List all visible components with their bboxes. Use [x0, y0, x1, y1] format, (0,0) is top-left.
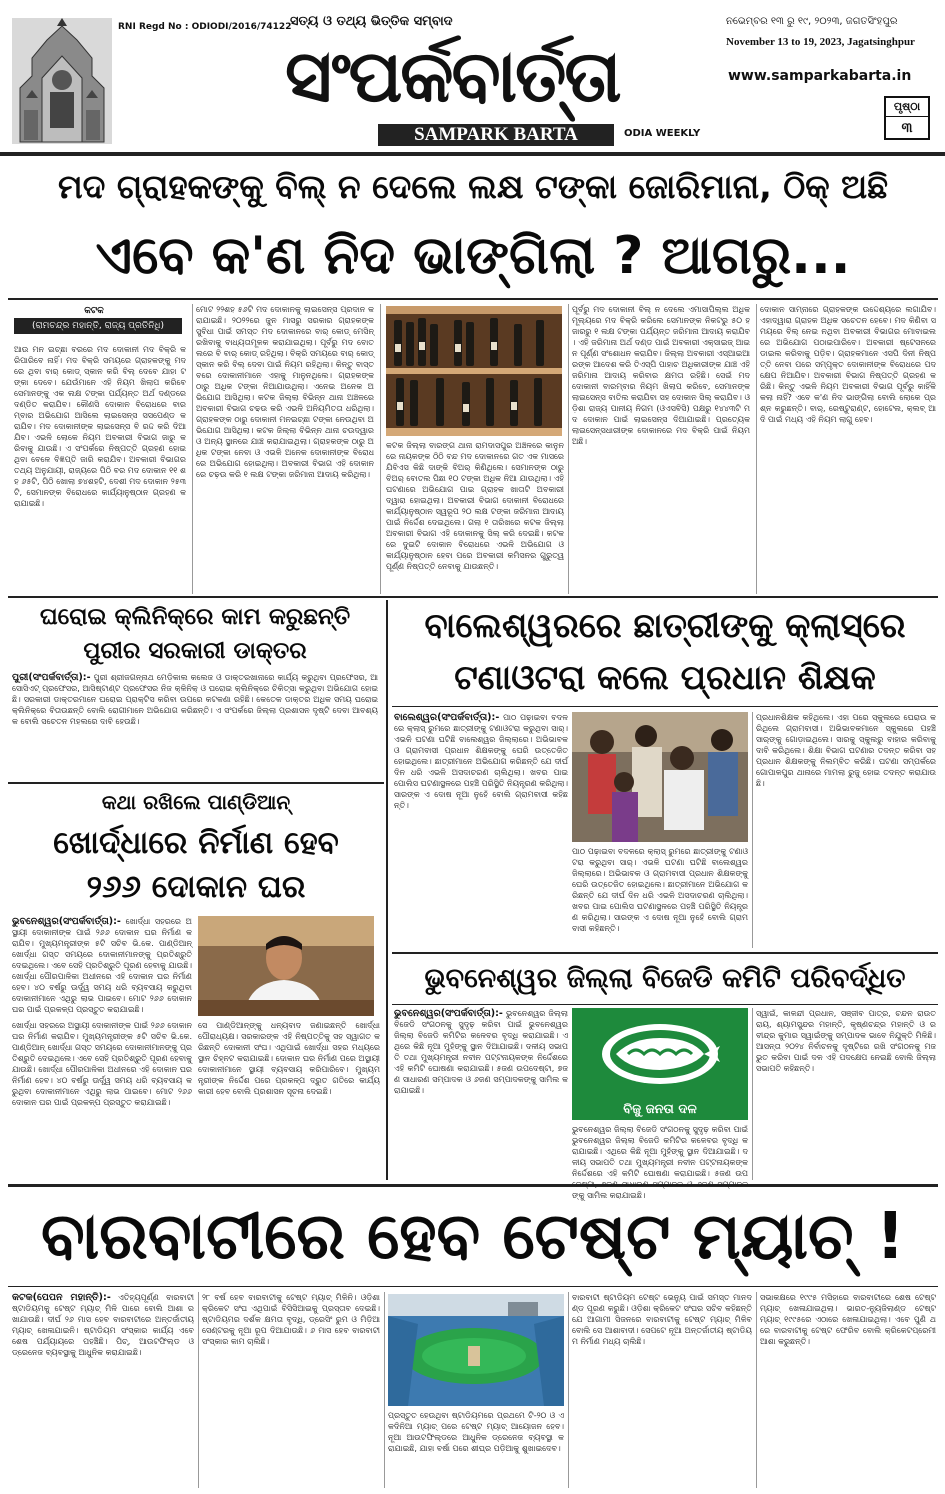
bjd-left-block — [394, 1008, 568, 1180]
lead-headline: ଏବେ କ'ଣ ନିଦ ଭାଙ୍ଗିଲା ? ଆଗରୁ... — [95, 226, 851, 286]
page-number-box — [884, 96, 930, 140]
wine-shelf-photo — [386, 306, 562, 436]
weekly-label: ODIA WEEKLY — [624, 128, 701, 139]
masthead-title: ସଂପର୍କବାର୍ତ୍ତା — [285, 33, 620, 118]
website[interactable]: www.samparkabarta.in — [728, 68, 912, 84]
clinic-headline-2: ପୁରୀର ସରକାରୀ ଡାକ୍ତର — [83, 638, 307, 664]
khordha-left-block — [12, 916, 192, 1018]
masthead-rule — [0, 152, 945, 156]
balasore-headline-1: ବାଲେଶ୍ୱରରେ ଛାତ୍ରୀଙ୍କୁ କ୍ଲାସ୍‌ରେ — [424, 606, 906, 646]
stadium-photo — [388, 1294, 564, 1406]
bjd-dateline: ଭୁବନେଶ୍ୱର(ସଂପର୍କବାର୍ତ୍ତା):- — [394, 1008, 503, 1019]
lead-col3: କଟକ ଜିଲ୍ଲା ବାରଙ୍ଗ ଥାନା ରାମଦାସପୁର ଅଞ୍ଚଳରେ କାନୁନରେ ନାୟକଙ୍କ ଠିଠି ବନ୍ଦ ମଦ ଦୋକାନରେ ଗତ ଏକ ମାସରେ ଯିବିଏସ କିଛି ଦାଙ୍କି ବିଅର୍ କିଣିଥିଲେ। ସେମାନଙ୍କ ଠାରୁ ବିଅର୍ ବୋତଲ ପିଛା ୧୦ ଟଙ୍କା ଅଧିକ ନିଆ ଯାଉଥିଲା। ଏହି ଘଟଣାରେ ଅଭିଯୋଗ ପାଇ ଗ୍ରାହକ ଖାତାଟି ଅବକାରୀ ଦ୍ୱାରା ହୋଇଥିଲା। ଅବକାରୀ ବିଭାଗ ଦୋକାନୀ ବିରୋଧରେ କାର୍ଯ୍ୟାନୁଷ୍ଠାନ ସ୍ୱରୂପ ୨୦ ଲକ୍ଷ ଟଙ୍କା ଜରିମାନା ଆଦାୟ ପାଇଁ ନିର୍ଦ୍ଦେଶ ଦେଇଥିଲେ। ଗଲା ୧ ତାରିଖରେ କଟକ ଜିଲ୍ଲା ଅବକାରୀ ବିଭାଗ ଏହି ଦୋକାନକୁ ସିଲ୍ କରି ଦେଇଛି। କଟକରେ ଦୁଇଟି ଦୋକାନ ବିରୋଧରେ ଏଭଳି ଅଭିଯୋଗ ଓ କାର୍ଯ୍ୟାନୁଷ୍ଠାନ ହେବା ପରେ ଅବକାରୀ କମିସନର ଗୁରୁତ୍ୱପୂର୍ଣ୍ଣ ନିଷ୍ପତ୍ତି ନେବାକୁ ଯାଉଛନ୍ତି। — [386, 441, 564, 571]
lead-rule — [8, 298, 938, 300]
date-odia: ନଭେମ୍ବର ୧୩ ରୁ ୧୯, ୨୦୨୩, ଜଗତସିଂହପୁର — [726, 16, 898, 27]
balasore-headline-2: ଟଣାଓଟରା କଲେ ପ୍ରଧାନ ଶିକ୍ଷକ — [454, 658, 876, 698]
khordha-body-right: ସେ ପାଣ୍ଡିଆନ୍‌ଙ୍କୁ ଧନ୍ୟବାଦ ଜଣାଇଛନ୍ତି ଖୋର୍ଦ୍ଧା ପୌରାଧ୍ୟକ୍ଷ। ସରକାରଙ୍କ ଏହି ନିଷ୍ପତ୍ତିକୁ ସହ ସ୍ୱାଗତ କରିଛନ୍ତି ଦୋକାନୀ ସଂଘ। ଏଥିପାଇଁ ଖୋର୍ଦ୍ଧା ସହର ମଧ୍ୟରେ ସ୍ଥାନ ଚିହ୍ନଟ କରାଯାଇଛି। ଦୋକାନ ଘର ନିର୍ମାଣ ପରେ ଅସ୍ଥାୟୀ ଦୋକାନୀମାନେ ସ୍ଥାୟୀ ବ୍ୟବସାୟ କରିପାରିବେ। ମୁଖ୍ୟମନ୍ତ୍ରୀଙ୍କ ନିର୍ଦ୍ଦେଶ ପରେ ପ୍ରକଳ୍ପ ଦ୍ରୁତ ଗତିରେ କାର୍ଯ୍ୟକାରୀ ହେବ ବୋଲି ପ୍ରଶାସନ ସୂଚନା ଦେଇଛି। — [198, 1021, 380, 1096]
page-label: ପୃଷ୍ଠା — [886, 98, 928, 117]
clinic-body-block — [12, 672, 378, 778]
balasore-left-block — [394, 712, 568, 948]
masthead — [0, 0, 945, 152]
bjd-body-left: ଭୁବନେଶ୍ୱର ଜିଲ୍ଲା ବିଜେଡି ସଂଗଠନକୁ ସୁଦୃଢ଼ କରିବା ପାଇଁ ଭୁବନେଶ୍ୱର ଜିଲ୍ଲା ବିଜେଡି କମିଟିର କଳେବର ବୃଦ୍ଧି କରାଯାଇଛି। ଏଥିରେ କିଛି ନୂଆ ମୁହଁଙ୍କୁ ସ୍ଥାନ ଦିଆଯାଇଛି। ଦଳୀୟ ସଭାପତି ତଥା ମୁଖ୍ୟମନ୍ତ୍ରୀ ନବୀନ ପଟ୍ଟନାୟକଙ୍କ ନିର୍ଦ୍ଦେଶରେ ଏହି କମିଟି ଘୋଷଣା କରାଯାଇଛି। ୫ଜଣ ଉପଦେଷ୍ଟା, ୭ଜଣ ସାଧାରଣ ସମ୍ପାଦକ ଓ ୬ଜଣ ସମ୍ପାଦକଙ୍କୁ ସାମିଲ କରାଯାଇଛି। — [394, 1009, 569, 1095]
tagline: ସତ୍ୟ ଓ ତଥ୍ୟ ଭିତ୍ତିକ ସମ୍ବାଦ — [290, 14, 453, 29]
khordha-dateline: ଭୁବନେଶ୍ୱର(ସଂପର୍କବାର୍ତ୍ତା):- — [12, 916, 121, 927]
lead-byline: (ରାମଚନ୍ଦ୍ର ମହାନ୍ତି, ରାଜ୍ୟ ପ୍ରତିନିଧି) — [14, 318, 182, 334]
khordha-headline-1: ଖୋର୍ଦ୍ଧାରେ ନିର୍ମାଣ ହେବ — [53, 825, 339, 861]
lead-col4: ପୂର୍ବରୁ ମଦ ଦୋକାନୀ ବିଲ୍ ନ ଦେଲେ ଏମାସାପିଲ୍ଲ ଅଧିକ ମୂଲ୍ୟରେ ମଦ ବିକ୍ରି କରିଲେ ସେମାନଙ୍କ ନିକଟରୁ ୫୦ ହଜାରରୁ ୧ ଲକ୍ଷ ଟଙ୍କା ପର୍ଯ୍ୟନ୍ତ ଜରିମାନା ଆଦାୟ କରାଯିବ। ଏହି ଜରିମାନା ଅର୍ଥ ଦଣ୍ଡ ପାଇଁ ଅବକାରୀ ଏକ୍ସାଇଜ୍ ଆଇନ ପୂର୍ଣ୍ଣ ସଂଶୋଧନ କରାଯିବ। ଜିଲ୍ଲା ଅବକାରୀ ଏସ୍‌ଆଇଆରଙ୍କ ଆଦେଶ କରି ତିଏସ୍‌ପି ପାହାଚ ଅଧିକାରୀଙ୍କ ଯାଞ୍ଚ ଏହି ଜରିମାନା ଆଦାୟ କରିବାର କ୍ଷମତା ରହିଛି। ସେଇଁ ମଦ ଦୋକାନୀ ବାରମ୍ବାର ନିୟମ ଖିଲାପ କରିବେ, ସେମାନଙ୍କ ଲାଇସେନ୍ସ ବାତିଲ କରାଯିବା ସହ ଦୋକାନ ସିଲ୍ କରାଯିବ। ଓଡ଼ିଶା ରାଜ୍ୟ ପାନୀୟ ନିଗମ (ଓଏସବିସି) ପକ୍ଷରୁ ୧୪୪୩ଟି ମଦ ଦୋକାନ ପାଇଁ ଲାଇସେନ୍ସ ଦିଆଯାଇଛି। ପ୍ରତ୍ୟେକ ଲାଇସେନ୍ସଧାରୀଙ୍କ ଦୋକାନରେ ମଦ ବିକ୍ରି ପାଇଁ ନିୟମ ଅଛି। — [572, 305, 750, 446]
bjd-logo — [572, 1008, 748, 1120]
protest-photo — [572, 712, 748, 842]
conch-icon — [572, 1008, 748, 1096]
page-number: ୩ — [901, 120, 913, 136]
bjd-body-mid: ଭୁବନେଶ୍ୱର ଜିଲ୍ଲା ବିଜେଡି ସଂଗଠନକୁ ସୁଦୃଢ଼ କରିବା ପାଇଁ ଭୁବନେଶ୍ୱର ଜିଲ୍ଲା ବିଜେଡି କମିଟିର କଳେବର ବୃଦ୍ଧି କରାଯାଇଛି। ଏଥିରେ କିଛି ନୂଆ ମୁହଁଙ୍କୁ ସ୍ଥାନ ଦିଆଯାଇଛି। ଦଳୀୟ ସଭାପତି ତଥା ମୁଖ୍ୟମନ୍ତ୍ରୀ ନବୀନ ପଟ୍ଟନାୟକଙ୍କ ନିର୍ଦ୍ଦେଶରେ ଏହି କମିଟି ଘୋଷଣା କରାଯାଇଛି। ୫ଜଣ ଉପ ଙ୍କୁ ସାମିଲ କରାଯାଇଛି। — [572, 1125, 748, 1200]
cricket-col2: ୨୮ ବର୍ଷ ହେବ ବାରବାଟୀକୁ ଟେଷ୍ଟ ମ୍ୟାଚ୍ ମିଳିନି। ଓଡ଼ିଶା କ୍ରିକେଟ ସଂଘ ଏଥିପାଇଁ ବିସିସିଆଇକୁ ପ୍ରସ୍ତାବ ଦେଇଛି। ଷ୍ଟାଡିୟମର ଦର୍ଶକ କ୍ଷମତା ବୃଦ୍ଧି, ଡ୍ରେସିଂ ରୁମ ଓ ମିଡ଼ିଆ ସେଣ୍ଟରକୁ ନୂଆ ରୂପ ଦିଆଯାଉଛି। ୬ ମାସ ହେବ ବାରବାଟୀ ସଂସ୍କାର କାମ ଚାଲିଛି। — [202, 1293, 380, 1346]
cricket-dateline: କଟକ(ପେପନ ମହାନ୍ତି):- — [12, 1292, 111, 1303]
cricket-headline: ବାରବାଟୀରେ ହେବ ଟେଷ୍ଟ ମ୍ୟାଚ୍ ! — [41, 1200, 905, 1274]
khordha-kicker: କଥା ରଖିଲେ ପାଣ୍ଡିଆନ୍ — [101, 790, 291, 814]
bjd-logo-caption: ବିଜୁ ଜନତା ଦଳ — [623, 1102, 697, 1117]
cricket-col3: ପ୍ରସ୍ତୁତ ହେଉଥିବା ଷ୍ଟାଡିୟମରେ ପ୍ରଥମେ ଟି-୨୦ ଓ ଏକଦିନିଆ ମ୍ୟାଚ୍ ପରେ ଟେଷ୍ଟ ମ୍ୟାଚ୍ ଆୟୋଜନ ହେବ। ନୂଆ ଆଉଟଫିଲ୍ଡରେ ଆଧୁନିକ ଡ୍ରେନେଜ ବ୍ୟବସ୍ଥା କରାଯାଇଛି, ଯାହା ବର୍ଷା ପରେ ଶୀଘ୍ର ପଡ଼ିଆକୁ ଶୁଖାଇଦେବ। — [388, 1411, 564, 1453]
balasore-dateline: ବାଲେଶ୍ୱର(ସଂପର୍କବାର୍ତ୍ତା):- — [394, 712, 500, 723]
khordha-body-left: ଖୋର୍ଦ୍ଧା ସହରରେ ଅସ୍ଥାୟୀ ଦୋକାନୀଙ୍କ ପାଇଁ ୨୬୬ ଦୋକାନ ଘର ନିର୍ମାଣ କରାଯିବ। ମୁଖ୍ୟମନ୍ତ୍ରୀଙ୍କ ୫ଟି ସଚିବ ଭି.କେ. ପାଣ୍ଡିଆନ୍ ଖୋର୍ଦ୍ଧା ଗସ୍ତ ସମୟରେ ଦୋକାନୀମାନଙ୍କୁ ପ୍ରତିଶ୍ରୁତି ଦେଇଥିଲେ। ଏବେ ସେହି ପ୍ରତିଶ୍ରୁତି ପୂରଣ ହେବାକୁ ଯାଉଛି। ଖୋର୍ଦ୍ଧା ପୌରପାଳିକା ଅଧୀନରେ ଏହି ଦୋକାନ ଘର ନିର୍ମାଣ ହେବ। ୪୦ ବର୍ଷରୁ ଊର୍ଦ୍ଧ୍ୱ ସମୟ ଧରି ବ୍ୟବସାୟ କରୁଥିବା ଦୋକାନୀମାନେ ଏଥିରୁ ଲାଭ ପାଇବେ। ମୋଟ ୨୬୬ ଦୋକାନ ଘର ପାଇଁ ପ୍ରକଳ୍ପ ପ୍ରସ୍ତୁତ କରାଯାଇଛି। — [12, 917, 193, 1014]
lead-bottom-rule — [8, 596, 938, 598]
lead-col1: ଆଉ ମନ ଇଚ୍ଛା ବରରେ ମଦ ଦୋକାନୀ ମଦ ବିକ୍ରି କରିପାରିବେ ନାହିଁ। ମଦ ବିକ୍ରି ସମୟରେ ଗ୍ରାହକଙ୍କୁ ମଦରେ ଥିବା ବାର୍ କୋଡ୍ ସ୍କାନ କରି ବିଲ୍ ଦେବେ ଯାହା ଟଙ୍କା ଦେବେ। ଯେଉଁମାନେ ଏହି ନିୟମ ଖିଲାପ କରିବେ ସେମାନଙ୍କୁ ଏକ ଲକ୍ଷ ଟଙ୍କା ପର୍ଯ୍ୟନ୍ତ ଅର୍ଥ ଦଣ୍ଡରେ ଦଣ୍ଡିତ କରାଯିବ। କୌଣସି ଦୋକାନ ବିରୋଧରେ ବାରମ୍ବାର ଅଭିଯୋଗ ଆସିଲେ ଲାଇସେନ୍ସ ସସପେଣ୍ଡ କରାଯିବ। ମଦ ଦୋକାନୀଙ୍କ ଲାଇସେନ୍ସ ବି ରଦ୍ଦ କରି ଦିଆଯିବ। ଏଭଳି ଲୋକେ ନିୟମ ଅବକାରୀ ବିଭାଗ ଜାରୁ କରିବାକୁ ଯାଉଛି। ଏ ସଂପର୍କରେ ନିଷ୍ପତ୍ତି ଗ୍ରହଣ ହୋଇଥିବା ବେଳେ ବିଜ୍ଞପ୍ତି ଜାରି କରାଯିବ। ଅବକାରୀ ବିଭାଗର ତଥ୍ୟ ଅନୁଯାୟୀ, ରାଜ୍ୟରେ ପିଠି ବର ମଦ ଦୋକାନ ୧୧ ଶହ ୬୫ଟି, ପିଠି ଖୋଲା ୭୪ଶହଟି, ଦେଶୀ ମଦ ଦୋକାନ ୨୫୩ଟି, ସେମାନଙ୍କ ବିରୋଧରେ କାର୍ଯ୍ୟାନୁଷ୍ଠାନ ଗ୍ରହଣ କରାଯାଇଛି। — [14, 345, 186, 508]
balasore-body-right: ପ୍ରଧାନଶିକ୍ଷକ କହିଥିଲେ। ଏହା ପରେ ସ୍କୁଲରେ ଘେରାଉ କରିଥିଲେ ଗ୍ରାମବାସୀ। ଅଭିଭାବକମାନେ ସ୍କୁଲରେ ପହଞ୍ଚି ସାର୍‌ଙ୍କୁ ଗୋଡ଼ାଇଥିଲେ। ସାରକୁ ସ୍କୁଲରୁ ବାହାର କରିବାକୁ ଦାବି କରିଥିଲେ। ଶିକ୍ଷା ବିଭାଗ ଘଟଣାର ତଦନ୍ତ କରିବା ସହ ପ୍ରଧାନ ଶିକ୍ଷକଙ୍କୁ ନିଲମ୍ବିତ କରିଛି। ଘଟଣା ସମ୍ପର୍କରେ ଗୋପାଳପୁର ଥାନାରେ ମାମଲା ରୁଜୁ ହୋଇ ତଦନ୍ତ କରାଯାଉଛି। — [756, 713, 936, 788]
cricket-col5: ସଭାକକ୍ଷରେ ୧୯୯୫ ମସିହାରେ ବାରବାଟୀରେ ଶେଷ ଟେଷ୍ଟ ମ୍ୟାଚ୍ ଖେଳାଯାଇଥିଲା। ଭାରତ-ନ୍ୟୁଜିଲାଣ୍ଡ ଟେଷ୍ଟ ମ୍ୟାଚ୍ ୧୯୯୫ରେ ଏଠାରେ ଖେଳାଯାଇଥିଲା। ଏବେ ପୁଣି ଥରେ ବାରବାଟୀକୁ ଟେଷ୍ଟ ଫେରିବ ବୋଲି କ୍ରିକେଟପ୍ରେମୀ ଆଶା କରୁଛନ୍ତି। — [760, 1293, 936, 1346]
lead-col2: ମୋଟ ୨୨ଶହ ୫୬ଟି ମଦ ଦୋକାନକୁ ଲାଇସେନ୍ସ ପ୍ରଦାନ କରାଯାଇଛି। ୨୦୨୨ରେ ଜୁନ ମାସରୁ ସରକାର ଗ୍ରାହକଙ୍କ ସୁବିଧା ପାଇଁ ସମସ୍ତ ମଦ ଦୋକାନରେ ବାର୍ କୋଡ୍ ମେସିନ୍ ରଖିବାକୁ ବାଧ୍ୟତାମୂଳକ କରାଯାଇଥିଲା। ପୂର୍ବରୁ ମଦ ବୋତଲରେ ବି ବାର୍ କୋଡ୍ ରହିଥିଲା। ବିକ୍ରି ସମୟରେ ବାର୍ କୋଡ୍ ସ୍କାନ କରି ବିଲ୍ ଦେବା ପାଇଁ ନିୟମ ରହିଥିଲା। କିନ୍ତୁ ବାସ୍ତବରେ ଦୋକାନୀମାନେ ଏହାକୁ ମାନୁନଥିଲେ। ଗ୍ରାହକଙ୍କ ଠାରୁ ଅଧିକ ଟଙ୍କା ନିଆଯାଉଥିଲା। ଏନେଇ ଅନେକ ଅଭିଯୋଗ ଆସିଥିଲା। କଟକ ଜିଲ୍ଲା ବିଭିନ୍ନ ଥାନା ଅଞ୍ଚଳରେ ଅବକାରୀ ବିଭାଗ ଚଢଉ କରି ଏଭଳି ଅନିୟମିତତା ଧରିଥିଲା। ଗ୍ରାହକଙ୍କ ଠାରୁ ଦୋକାନୀ ମନଇଚ୍ଛା ଟଙ୍କା ନେଉଥିବା ଅଭିଯୋଗ ଆସିଥିଲା। କଟକ ଜିଲ୍ଲା ବିଭିନ୍ନ ଥାନା ଚଉଦ୍ୱାର ଓ ଅନ୍ୟ ସ୍ଥାନରେ ଯାଞ୍ଚ କରାଯାଇଥିଲା। ଗ୍ରାହକଙ୍କ ଠାରୁ ଅଧିକ ଟଙ୍କା ନେବା ଓ ଏଭଳି ଅନେକ ଦୋକାନୀଙ୍କ ବିରୋଧରେ ଅଭିଯୋଗ ହୋଇଥିଲା। ଅବକାରୀ ବିଭାଗ ଏହି ଦୋକାନରେ ଚଢ଼ଉ କରି ୧ ଲକ୍ଷ ଟଙ୍କା ଜରିମାନା ଆଦାୟ କରିଥିଲା। — [196, 305, 374, 479]
lead-col5: ଦୋକାନ ସାମ୍ନାରେ ଗ୍ରାହକଙ୍କ ଉଦ୍ଦେଶ୍ୟରେ ଲଗାଯିବ। ଏହାଦ୍ୱାରା ଗ୍ରାହକ ଅଧିକ ସଚେତନ ହେବେ। ମଦ କିଣିବା ସମୟରେ ବିଲ୍ ନେଇ ନଥିବା ଅବକାରୀ ବିଭାଗର ମୋବାଇଲରେ ଅଭିଯୋଗ ପଠାଇପାରିବେ। ଅବକାରୀ ଷ୍ଟେସନରେ ଡାଇଲ କରିବାକୁ ପଡ଼ିବ। ଗ୍ରାହକମାନେ ଏସପି ଦିନୀ ନିଷ୍ପତ୍ତି ନେବା ପରେ ସମ୍ପୃକ୍ତ ଦୋକାନୀଙ୍କ ବିରୋଧରେ ପଦକ୍ଷେପ ନିଆଯିବ। ଅବକାରୀ ବିଭାଗ ନିଷ୍ପତ୍ତି ଗ୍ରହଣ କରିଛି। କିନ୍ତୁ ଏଭଳି ନିୟମ ଅବକାରୀ ବିଭାଗ ପୂର୍ବରୁ କାହିଁକି କଲା ନାହିଁ? ଏବେ କ'ଣ ନିଦ ଭାଙ୍ଗିଲା ବୋଲି ଲୋକେ ପ୍ରଶ୍ନ କରୁଛନ୍ତି। ବାର୍, ରେଷ୍ଟୁରାଣ୍ଟ, ହୋଟେଲ, କ୍ଲବ୍ ଆଦି ପାଇଁ ମଧ୍ୟ ଏହି ନିୟମ ଲାଗୁ ହେବ। — [760, 305, 936, 424]
balasore-body-left: ପାଠ ପଢ଼ାଇବା ବଦଳରେ କ୍ଲାସ୍ ରୁମରେ ଛାତ୍ରୀଙ୍କୁ ଟଣାଓଟରା କରୁଥିବା ସାର୍। ଏଭଳି ଘଟଣା ଘଟିଛି ବାଲେଶ୍ୱର ଜିଲ୍ଲାରେ। ଅଭିଭାବକ ଓ ଗ୍ରାମବାସୀ ପ୍ରଧାନ ଶିକ୍ଷକଙ୍କୁ ଘେରି ଉତ୍ତେଜିତ ହୋଇଥିଲେ। ଛାତ୍ରୀମାନେ ଅଭିଯୋଗ କରିଛନ୍ତି ଯେ ଦୀର୍ଘ ଦିନ ଧରି ଏଭଳି ଅସଦାଚରଣ ଚାଲିଥିଲା। ଖବର ପାଇ ପୋଲିସ ଘଟଣାସ୍ଥଳରେ ପହଞ୍ଚି ପରିସ୍ଥିତି ନିୟନ୍ତ୍ରଣ କରିଥିଲା। ସାରଙ୍କ ଏ ଦୋଷ ନୂଆ ନୁହେଁ ବୋଲି ଗ୍ରାମବାସୀ କହିଛନ୍ତି। — [394, 713, 569, 810]
khordha-headline-2: ୨୬୬ ଦୋକାନ ଘର — [86, 869, 306, 905]
official-photo — [198, 916, 374, 1016]
balasore-body-mid: ପାଠ ପଢ଼ାଇବା ବଦଳରେ କ୍ଲାସ୍ ରୁମରେ ଛାତ୍ରୀଙ୍କୁ ଟଣାଓଟରା କରୁଥିବା ସାର୍। ଏଭଳି ଘଟଣା ଘଟିଛି ବାଲେଶ୍ୱର ଜିଲ୍ଲାରେ। ଅଭିଭାବକ ଓ ଗ୍ରାମବାସୀ ପ୍ରଧାନ ଶିକ୍ଷକଙ୍କୁ ଘେରି ଉତ୍ତେଜିତ ହୋଇଥିଲେ। ଛାତ୍ରୀମାନେ ଅଭିଯୋଗ କରିଛନ୍ତି ଯେ ଦୀର୍ଘ ଦିନ ଧରି ଏଭଳି ଅସଦାଚରଣ ଚାଲିଥିଲା। ଖବର ପାଇ ପୋଲିସ ଘଟଣାସ୍ଥଳରେ ପହଞ୍ଚି ପରିସ୍ଥିତି ନିୟନ୍ତ୍ରଣ କରିଥିଲା। ସାରଙ୍କ ଏ ଦୋଷ ନୂଆ ନୁହେଁ ବୋଲି ଗ୍ରାମବାସୀ କହିଛନ୍ତି। — [572, 847, 748, 933]
clinic-dateline: ପୁରୀ(ସଂପର୍କବାର୍ତ୍ତା):- — [12, 672, 91, 683]
masthead-english: SAMPARK BARTA — [378, 124, 614, 146]
clinic-body: ପୁରୀ ଶ୍ରୀଜଗନ୍ନାଥ ମେଡ଼ିକାଲ କଲେଜ ଓ ଡାକ୍ତରଖାନାରେ କାର୍ଯ୍ୟ କରୁଥିବା ପ୍ରଫେସର, ଆସୋସିଏଟ୍ ପ୍ରଫେସର, ଆସିଷ୍ଟାଣ୍ଟ ପ୍ରଫେସର ନିଜ କ୍ଳିନିକ୍ ଓ ଘରୋଇ କ୍ଲିନିକ୍‌ରେ ଚିକିତ୍ସା କରୁଥିବା ଅଭିଯୋଗ ହୋଇଛି। ସରକାରୀ ଡାକ୍ତରମାନେ ଘରୋଇ ପ୍ରାକ୍ଟିସ କରିବା ଉପରେ କଟକଣା ରହିଛି। କେତେକ ଡାକ୍ତର ଅଧିକ ସମୟ ଘରୋଇ କ୍ଲିନିକ୍‌ରେ ବିତାଉଛନ୍ତି ବୋଲି ରୋଗୀମାନେ ଅଭିଯୋଗ କରିଛନ୍ତି। ଏ ସଂପର୍କରେ ଜିଲ୍ଲା ପ୍ରଶାସନ ଦୃଷ୍ଟି ଦେବା ଆବଶ୍ୟକ ବୋଲି ସଚେତନ ମହଲରେ ଦାବି ହେଉଛି। — [12, 673, 378, 726]
clinic-headline-1: ଘରୋଇ କ୍ଲିନିକ୍‌ରେ କାମ କରୁଛନ୍ତି — [39, 604, 351, 630]
date-english: November 13 to 19, 2023, Jagatsinghpur — [726, 36, 915, 48]
lead-place: କଟକ — [84, 306, 104, 316]
cricket-col4: ବାରବାଟୀ ଷ୍ଟାଡିୟମ ଟେଷ୍ଟ ଭେନ୍ୟୁ ପାଇଁ ସମସ୍ତ ମାନଦଣ୍ଡ ପୂରଣ କରୁଛି। ଓଡ଼ିଶା କ୍ରିକେଟ ସଂଘର ସଚିବ କହିଛନ୍ତି ଯେ ଆଗାମୀ ସିଜନରେ ବାରବାଟୀକୁ ଟେଷ୍ଟ ମ୍ୟାଚ୍ ମିଳିବ ବୋଲି ସେ ଆଶାବାଦୀ। ସେପଟେ ନୂଆ ଅନ୍ତର୍ଜାତୀୟ ଷ୍ଟାଡିୟମ ନିର୍ମାଣ ମଧ୍ୟ ଚାଲିଛି। — [572, 1293, 752, 1346]
cricket-rule — [8, 1184, 938, 1187]
cricket-col1: ଏତିହ୍ୟପୂର୍ଣ୍ଣ ବାରବାଟୀ ଷ୍ଟାଡିୟମକୁ ଟେଷ୍ଟ ମ୍ୟାଚ୍ ମିଳି ପାରେ ବୋଲି ଆଶା ରଖାଯାଉଛି। ଦୀର୍ଘ ୨୬ ମାସ ହେବ ବାରବାଟୀରେ ଅନ୍ତର୍ଜାତୀୟ ମ୍ୟାଚ୍ ଖେଳାଯାଇନି। ଷ୍ଟାଡିୟମ ସଂସ୍କାର କାର୍ଯ୍ୟ ଏବେ ଶେଷ ପର୍ଯ୍ୟାୟରେ ପହଞ୍ଚିଛି। ପିଚ୍, ଆଉଟଫିଲ୍ଡ ଓ ଡ୍ରେନେଜ ବ୍ୟବସ୍ଥାକୁ ଆଧୁନିକ କରାଯାଇଛି। — [12, 1293, 194, 1357]
cricket-col1-block — [12, 1292, 194, 1488]
temple-illustration — [12, 18, 112, 144]
lead-kicker: ମଦ ଗ୍ରାହକଙ୍କୁ ବିଲ୍ ନ ଦେଲେ ଲକ୍ଷ ଟଙ୍କା ଜୋରିମାନା, ଠିକ୍ ଅଛି — [57, 167, 889, 206]
rni-number: RNI Regd No : ODIODI/2016/74122 — [118, 22, 292, 32]
bjd-body-right: ସ୍ୱାଇଁ, କାଳନ୍ଦୀ ପ୍ରଧାନ, ସଞ୍ଜୀବ ପାତ୍ର, ଚନ୍ଦନ ରାଉତରାୟ, ଶ୍ୟାମସୁନ୍ଦର ମହାନ୍ତି, କୃଷ୍ଣଚନ୍ଦ୍ର ମହାନ୍ତି ଓ ରବୀନ୍ଦ୍ର କୁମାର ସ୍ୱାଇଁଙ୍କୁ ସମ୍ପାଦକ ଭାବେ ନିଯୁକ୍ତି ମିଳିଛି। ଆସନ୍ତା ୨୦୨୪ ନିର୍ବାଚନକୁ ଦୃଷ୍ଟିରେ ରଖି ସଂଗଠନକୁ ମଜଭୁତ କରିବା ପାଇଁ ଦଳ ଏହି ପଦକ୍ଷେପ ନେଇଛି ବୋଲି ଜିଲ୍ଲା ସଭାପତି କହିଛନ୍ତି। — [756, 1009, 936, 1073]
khordha-body-main: ଖୋର୍ଦ୍ଧା ସହରରେ ଅସ୍ଥାୟୀ ଦୋକାନୀଙ୍କ ପାଇଁ ୨୬୬ ଦୋକାନ ଘର ନିର୍ମାଣ କରାଯିବ। ମୁଖ୍ୟମନ୍ତ୍ରୀଙ୍କ ୫ଟି ସଚିବ ଭି.କେ. ପାଣ୍ଡିଆନ୍ ଖୋର୍ଦ୍ଧା ଗସ୍ତ ସମୟରେ ଦୋକାନୀମାନଙ୍କୁ ପ୍ରତିଶ୍ରୁତି ଦେଇଥିଲେ। ଏବେ ସେହି ପ୍ରତିଶ୍ରୁତି ପୂରଣ ହେବାକୁ ଯାଉଛି। ଖୋର୍ଦ୍ଧା ପୌରପାଳିକା ଅଧୀନରେ ଏହି ଦୋକାନ ଘର ନିର୍ମାଣ ହେବ। ୪୦ ବର୍ଷରୁ ଊର୍ଦ୍ଧ୍ୱ ସମୟ ଧରି ବ୍ୟବସାୟ କରୁଥିବା ଦୋକାନୀମାନେ ଏଥିରୁ ଲାଭ ପାଇବେ। ମୋଟ ୨୬୬ ଦୋକାନ ଘର ପାଇଁ ପ୍ରକଳ୍ପ ପ୍ରସ୍ତୁତ କରାଯାଇଛି। — [12, 1021, 192, 1107]
bjd-headline: ଭୁବନେଶ୍ୱର ଜିଲ୍ଲା ବିଜେଡି କମିଟି ପରିବର୍ଦ୍ଧିତ — [424, 963, 906, 994]
